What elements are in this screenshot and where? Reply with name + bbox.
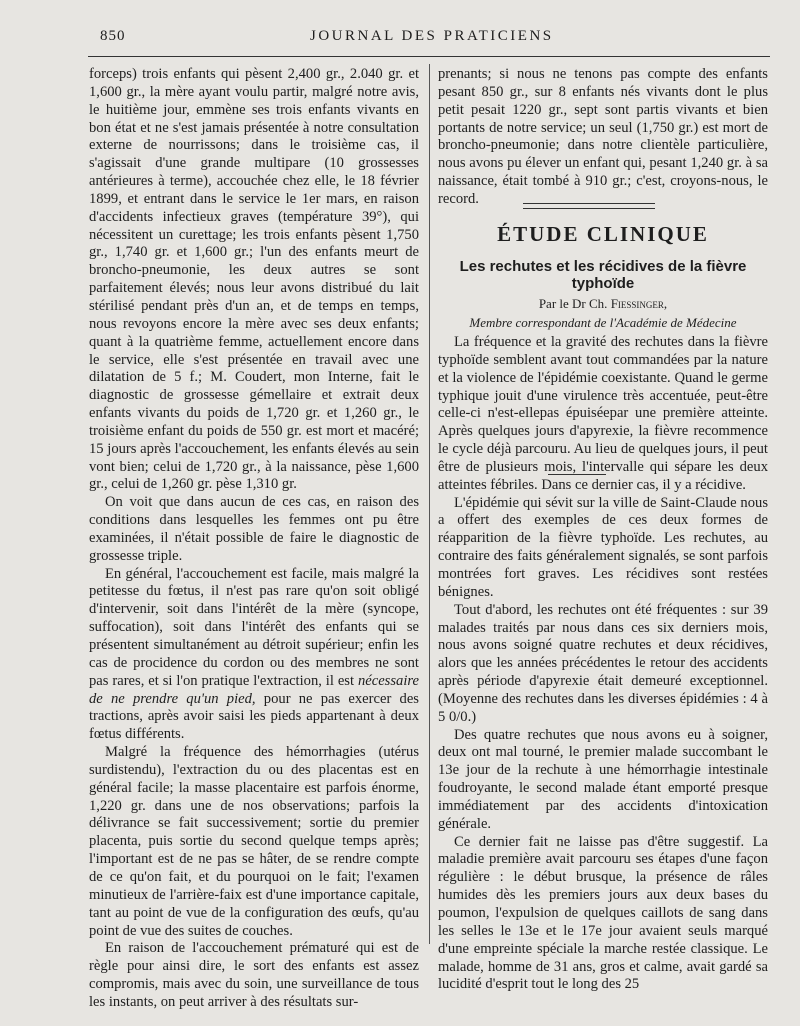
right-column-top — [438, 66, 768, 209]
text-run: En général, l'accouchement est facile, mais malgré la petitesse du fœtus, il n'est pas rare qu'on soit obligé d'intervenir, soit dans l'intérêt de la mère (syncope, suffocation), soit dans l'intérêt des enfants qui se présentent simultanément au détroit supérieur; enfin les cas de procidence du cordon ou des membres ne sont pas rares, et si l'on pratique l'extraction, il est — [89, 565, 419, 689]
paragraph: La fréquence et la gravité des rechutes dans la fièvre typhoïde semblent avant tout commandées par la nature et la violence de l'épidémie coexistante. Quand le germe typhique jouit d'une virulence très accentuée, peut-être celle-ci n'est-ellepas épuiséepar une première atteinte. Après quelques jours d'apyrexie, la fièvre recommence le cycle déjà parcouru. Au lieu de quelques jours, il peut être de plusieurs mois, l'intervalle qui sépare les deux atteintes fébriles. Dans ce dernier cas, il y a récidive. — [438, 334, 768, 493]
page-header — [0, 28, 800, 50]
paragraph-rule — [548, 474, 606, 475]
article-body — [438, 334, 768, 994]
running-title: JOURNAL DES PRATICIENS — [310, 28, 554, 44]
section-separator — [523, 203, 655, 209]
section-heading: ÉTUDE CLINIQUE — [497, 222, 709, 246]
title-line: typhoïde — [571, 275, 635, 292]
page-number: 850 — [100, 28, 126, 44]
paragraph: forceps) trois enfants qui pèsent 2,400 gr., 2.040 gr. et 1,600 gr., la mère ayant voulu partir, malgré notre avis, le huitième jour, emmène ses trois enfants vivants en bon état et ne s'est jamais présentée à notre consultation externe de nourrissons; dans le troisième cas, il s'agissait d'une grande multipare (10 grossesses antérieures à terme), accouchée chez elle, le 18 février 1899, et entrant dans le service le 1er mars, en raison d'accidents infectieux graves (température 39°), qui nécessitent un curettage; les trois enfants pèsent 1,750 gr., 1,740 gr. et 1,600 gr.; l'un des enfants meurt de broncho-pneumonie, les deux autres se sont parfaitement élevés; nous leur avons distribué du lait stérilisé pendant près d'un an, et de temps en temps, nous revoyons encore la mère avec ses deux enfants; quant à la quatrième femme, actuellement encore dans le service, elle s'est présentée en travail avec une dilatation de 5 f.; M. Coudert, mon Interne, fait le diagnostic de grossesse gémellaire et extrait deux enfants vivants du poids de 1,720 gr. et 1,260 gr., le troisième enfant du poids de 550 gr. est mort et macéré; 15 jours après l'accouchement, les enfants élevés au sein vont bien; celui de 1,720 gr., à la naissance, pèse 1,600 gr., celui de 1,260 gr. pèse 1,310 gr. — [89, 66, 419, 493]
paragraph: On voit que dans aucun de ces cas, en raison des conditions dans lesquelles les femmes ont pu être examinées, il n'était possible de faire le diagnostic de grossesse triple. — [89, 494, 419, 564]
title-line: Les rechutes et les récidives de la fièvre — [459, 258, 747, 275]
left-column — [89, 66, 419, 1012]
paragraph: L'épidémie qui sévit sur la ville de Saint-Claude nous a offert des exemples de ces deux formes de réapparition de la fièvre typhoïde. Les rechutes, au contraire des faits généralement signalés, se sont parfois montrées fort graves. Les récidives sont restées bénignes. — [438, 494, 768, 600]
article-title — [438, 258, 768, 292]
author-affiliation: Membre correspondant de l'Académie de Médecine — [469, 315, 737, 330]
byline-prefix: Par le Dr Ch. — [538, 296, 611, 311]
byline — [438, 296, 768, 312]
paragraph: Ce dernier fait ne laisse pas d'être suggestif. La maladie première avait parcouru ses étapes d'une façon régulière : le début brusque, la présence de râles humides dès les premiers jours aux deux bases du poumon, l'expulsion de quelques caillots de sang dans les selles le 13e et le 17e jour avaient seuls marqué d'une empreinte spéciale la marche restée classique. Le malade, homme de 31 ans, gros et calme, avait gardé sa lucidité d'esprit tout le long des 25 — [438, 833, 768, 993]
paragraph: Malgré la fréquence des hémorrhagies (utérus surdistendu), l'extraction du ou des placentas est en général facile; la masse placentaire est parfois énorme, 1,220 gr. dans une de nos observations; parfois la délivrance se fait successivement; sortie du premier placenta, puis sortie du second quelque temps après; l'important est de ne pas se hâter, de se rendre compte de ce qu'on fait, et du pourquoi on le fait; l'examen minutieux de l'arrière-faix est d'une importance capitale, tant au point de vue de la configuration des œufs, qu'au point de vue des suites de couches. — [89, 744, 419, 939]
paragraph — [89, 566, 419, 744]
column-divider — [429, 64, 430, 944]
paragraph: prenants; si nous ne tenons pas compte des enfants pesant 850 gr., sur 8 enfants nés vivants dont le plus petit pesait 1220 gr., sept sont partis vivants et bien portants de notre service; un seul (1,750 gr.) est mort de broncho-pneumonie; dans notre clientèle particulière, nous avons pu élever un enfant qui, pesant 1,240 gr. à sa naissance, était tombé à 910 gr.; c'est, croyons-nous, le record. — [438, 66, 768, 207]
author-name: Fiessinger, — [610, 296, 668, 311]
paragraph: Tout d'abord, les rechutes ont été fréquentes : sur 39 malades traités par nous dans ces six derniers mois, nous avons soigné quatre rechutes et deux récidives, alors que les années précédentes le retour des accidents après période d'apyrexie était demeuré exceptionnel. (Moyenne des rechutes dans les diverses épidémies : 4 à 5 0/0.) — [438, 601, 768, 725]
text-run: pour ne pas exercer des tractions, après avoir saisi les pieds appartenant à deux fœtus différents. — [89, 690, 419, 743]
header-rule — [88, 56, 770, 57]
paragraph: Des quatre rechutes que nous avons eu à soigner, deux ont mal tourné, le premier malade succombant le 13e jour de la rechute à une hémorrhagie intestinale foudroyante, le second malade étant emporté presque immédiatement par des accidents d'intoxication générale. — [438, 726, 768, 832]
emphasis-text: nécessaire de ne prendre qu'un pied, — [89, 672, 419, 707]
paragraph: En raison de l'accouchement prématuré qui est de règle pour ainsi dire, le sort des enfants est assez compromis, mais avec du soin, une surveillance de tous les instants, on peut arriver à des résultats sur- — [89, 940, 419, 1010]
